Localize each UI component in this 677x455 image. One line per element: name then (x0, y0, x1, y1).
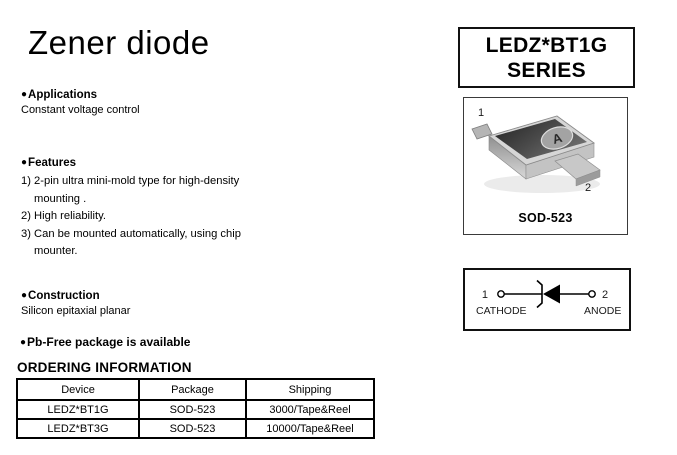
package-cell: SOD-523 (139, 419, 246, 438)
column-header-device: Device (17, 379, 139, 400)
page-title: Zener diode (28, 24, 210, 61)
pbfree-note-label: Pb-Free package is available (27, 335, 191, 349)
series-title-box (458, 27, 635, 88)
features-heading (21, 157, 76, 169)
device-cell: LEDZ*BT1G (17, 400, 139, 419)
feature-line: mounter. (34, 245, 78, 258)
schematic-pin2-label: 2 (602, 289, 609, 301)
anode-terminal-icon (589, 291, 595, 297)
package-cell: SOD-523 (139, 400, 246, 419)
series-name: LEDZ*BT1G (485, 33, 608, 57)
series-word: SERIES (507, 58, 586, 82)
applications-body: Constant voltage control (21, 104, 140, 116)
table-header-row (17, 379, 374, 400)
shipping-cell: 10000/Tape&Reel (246, 419, 374, 438)
features-list (21, 173, 391, 261)
package-photo-box (463, 97, 628, 235)
brand-logo-letter: A (550, 129, 564, 148)
zener-schematic (465, 270, 629, 329)
device-cell: LEDZ*BT3G (17, 419, 139, 438)
anode-label: ANODE (584, 305, 622, 317)
package-3d-image (464, 98, 626, 206)
pbfree-note (20, 335, 190, 349)
column-header-shipping: Shipping (246, 379, 374, 400)
package-name-caption: SOD-523 (518, 211, 573, 225)
shipping-cell: 3000/Tape&Reel (246, 400, 374, 419)
bullet-icon: ● (20, 337, 27, 348)
feature-line: 1) 2-pin ultra mini-mold type for high-density (21, 175, 240, 187)
cathode-label: CATHODE (476, 305, 527, 317)
ordering-information-title: ORDERING INFORMATION (17, 360, 192, 375)
construction-heading-label: Construction (28, 290, 100, 302)
cathode-terminal-icon (498, 291, 504, 297)
bullet-icon: ● (21, 89, 28, 100)
table-row (17, 400, 374, 419)
applications-heading-label: Applications (28, 89, 98, 101)
column-header-package: Package (139, 379, 246, 400)
feature-line: 2) High reliability. (21, 210, 106, 223)
diode-triangle-icon (543, 285, 560, 304)
construction-heading (21, 290, 100, 302)
ordering-table (16, 378, 375, 439)
schematic-pin1-label: 1 (481, 289, 488, 301)
pin1-label: 1 (478, 107, 485, 119)
bullet-icon: ● (21, 290, 28, 301)
feature-line: 3) Can be mounted automatically, using chip (21, 227, 241, 240)
applications-heading (21, 89, 97, 101)
feature-line: mounting . (34, 192, 87, 205)
schematic-symbol-box (463, 268, 631, 331)
table-row (17, 419, 374, 438)
bullet-icon: ● (21, 157, 28, 168)
features-heading-label: Features (28, 157, 76, 169)
construction-body: Silicon epitaxial planar (21, 305, 131, 317)
pin2-label: 2 (585, 182, 592, 194)
